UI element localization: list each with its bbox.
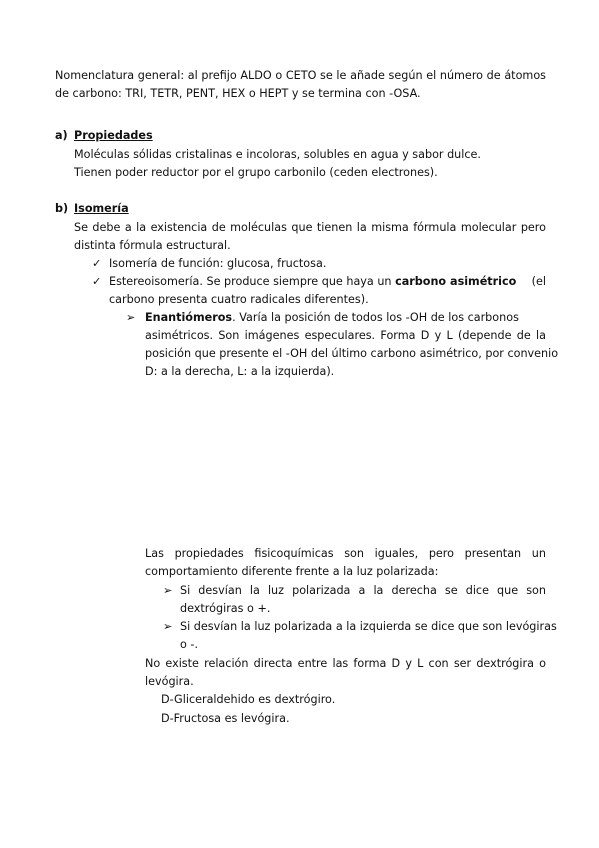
levo-line-2: o -. (180, 638, 198, 651)
intro-line-2: de carbono: TRI, TETR, PENT, HEX o HEPT y se termina con -OSA. (55, 87, 421, 100)
section-b-title: Isomería (74, 202, 129, 215)
relation-line-2: levógira. (145, 675, 194, 688)
section-b-marker: b) (55, 202, 69, 215)
check-mark-icon: ✓ (92, 257, 102, 270)
enantiomers-line-2: asimétricos. Son imágenes especulares. Forma D y L (depende de la (145, 329, 546, 342)
dextro-line-1: Si desvían la luz polarizada a la derecha se dice que son (180, 584, 546, 597)
example-fructose: D-Fructosa es levógira. (161, 712, 290, 725)
section-a-line-1: Moléculas sólidas cristalinas e incoloras, solubles en agua y sabor dulce. (74, 148, 481, 161)
arrow-bullet-icon: ➢ (163, 584, 173, 597)
stereo-text-bold: carbono asimétrico (395, 275, 517, 288)
arrow-bullet-icon: ➢ (126, 311, 136, 324)
stereo-text-post: (el (531, 275, 546, 288)
intro-line-1: Nomenclatura general: al prefijo ALDO o CETO se le añade según el número de átomos (55, 69, 546, 82)
isomer-item-function: Isomería de función: glucosa, fructosa. (109, 257, 327, 270)
dextro-line-2: dextrógiras o +. (180, 602, 271, 615)
enantiomers-line-3: posición que presente el -OH del último carbono asimétrico, por convenio (145, 347, 559, 360)
properties-line-1: Las propiedades fisicoquímicas son iguales, pero presentan un (145, 547, 546, 560)
section-a-title: Propiedades (74, 129, 153, 142)
check-mark-icon: ✓ (92, 275, 102, 288)
enantiomers-title: Enantiómeros (145, 311, 233, 324)
section-a-marker: a) (55, 129, 68, 142)
section-a-line-2: Tienen poder reductor por el grupo carbonilo (ceden electrones). (74, 166, 438, 179)
stereo-text-pre: Estereoisomería. Se produce siempre que haya un (109, 275, 396, 288)
enantiomers-line-1-rest: . Varía la posición de todos los -OH de los carbonos (232, 311, 519, 324)
section-b-def-line-2: distinta fórmula estructural. (74, 239, 231, 252)
levo-line-1: Si desvían la luz polarizada a la izquierda se dice que son levógiras (180, 620, 557, 633)
enantiomers-line-4: D: a la derecha, L: a la izquierda). (145, 365, 335, 378)
arrow-bullet-icon: ➢ (163, 620, 173, 633)
properties-line-2: comportamiento diferente frente a la luz polarizada: (145, 565, 439, 578)
relation-line-1: No existe relación directa entre las forma D y L con ser dextrógira o (145, 657, 546, 670)
section-b-def-line-1: Se debe a la existencia de moléculas que tienen la misma fórmula molecular pero (74, 221, 546, 234)
isomer-item-stereo-line-2: carbono presenta cuatro radicales diferentes). (109, 293, 369, 306)
enantiomers-line-1 (145, 309, 546, 327)
example-glyceraldehyde: D-Gliceraldehido es dextrógiro. (161, 693, 336, 706)
isomer-item-stereo-line-1 (109, 273, 546, 291)
